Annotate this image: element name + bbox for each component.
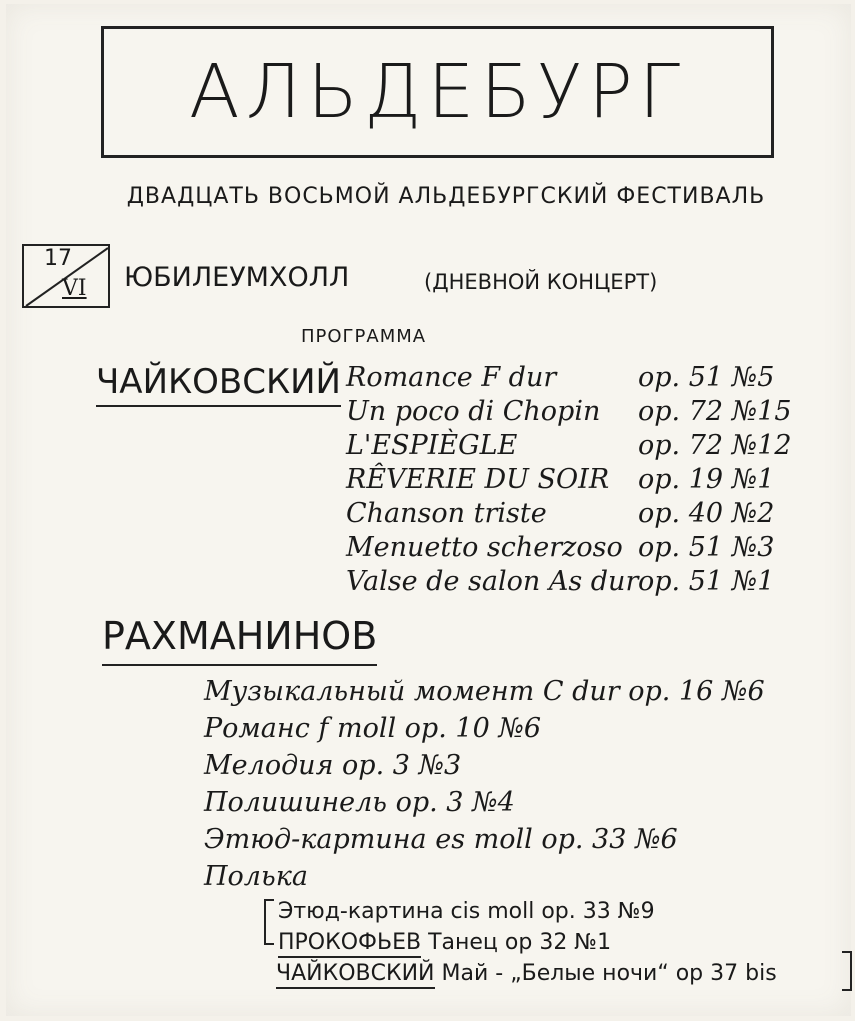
list-item	[346, 566, 826, 600]
list-item	[346, 532, 826, 566]
encore-item	[278, 930, 611, 955]
date-day: 17	[44, 246, 72, 271]
list-item	[346, 430, 826, 464]
list-item: Мелодия op. 3 №3	[204, 750, 462, 781]
festival-subtitle: ДВАДЦАТЬ ВОСЬМОЙ АЛЬДЕБУРГСКИЙ ФЕСТИВАЛЬ	[126, 184, 766, 209]
encore-item	[276, 961, 777, 986]
bracket-right	[842, 951, 852, 991]
work-opus: op. 51 №5	[638, 362, 775, 393]
tchaikovsky-works-list	[346, 362, 826, 600]
list-item	[346, 498, 826, 532]
venue: ЮБИЛЕУМХОЛЛ	[124, 262, 350, 293]
work-opus: op. 72 №15	[638, 396, 792, 427]
work-title: L'ESPIÈGLE	[346, 430, 518, 461]
work-title: RÊVERIE DU SOIR	[346, 464, 610, 495]
work-title: Menuetto scherzoso	[346, 532, 623, 563]
concert-type: (ДНЕВНОЙ КОНЦЕРТ)	[424, 270, 658, 294]
encore-block	[264, 897, 854, 1001]
list-item: Этюд-картина es moll op. 33 №6	[204, 824, 678, 855]
encore-work: Танец op 32 №1	[428, 930, 612, 955]
list-item	[346, 396, 826, 430]
composer-heading-tchaikovsky: ЧАЙКОВСКИЙ	[96, 364, 341, 407]
date-box	[22, 244, 110, 308]
encore-composer: ПРОКОФЬЕВ	[278, 930, 421, 958]
date-month: VI	[62, 276, 87, 301]
list-item: Полишинель op. 3 №4	[204, 787, 515, 818]
program-label: ПРОГРАММА	[301, 326, 427, 347]
page-title: АЛЬДЕБУРГ	[189, 49, 686, 135]
work-opus: op. 51 №1	[638, 566, 775, 597]
work-opus: op. 51 №3	[638, 532, 775, 563]
rachmaninoff-works-list	[204, 676, 844, 898]
list-item	[346, 362, 826, 396]
encore-item: Этюд-картина cis moll op. 33 №9	[278, 899, 655, 924]
encore-composer: ЧАЙКОВСКИЙ	[276, 961, 435, 989]
list-item: Полька	[204, 861, 308, 892]
work-title: Romance F dur	[346, 362, 557, 393]
work-opus: op. 72 №12	[638, 430, 792, 461]
list-item: Музыкальный момент C dur op. 16 №6	[204, 676, 765, 707]
bracket-left	[264, 899, 274, 945]
encore-work: Май - „Белые ночи“ op 37 bis	[441, 961, 777, 986]
list-item: Романс f moll op. 10 №6	[204, 713, 542, 744]
title-box	[101, 26, 774, 158]
paper-sheet	[6, 4, 851, 1016]
work-opus: op. 40 №2	[638, 498, 775, 529]
work-opus: op. 19 №1	[638, 464, 775, 495]
composer-heading-rachmaninoff: РАХМАНИНОВ	[102, 616, 377, 666]
list-item	[346, 464, 826, 498]
work-title: Chanson triste	[346, 498, 547, 529]
work-title: Un poco di Chopin	[346, 396, 601, 427]
work-title: Valse de salon As dur	[346, 566, 639, 597]
